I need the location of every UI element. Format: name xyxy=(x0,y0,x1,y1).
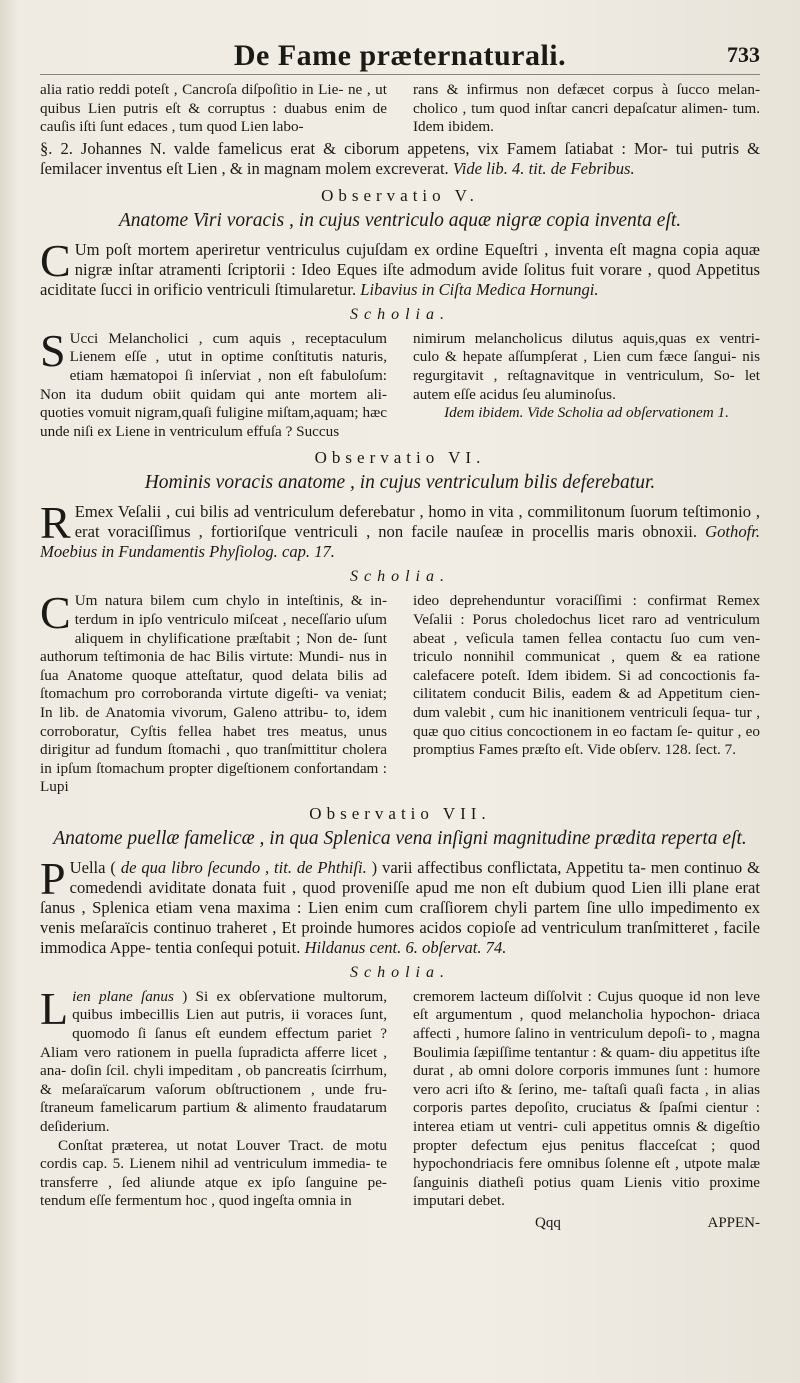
left-column xyxy=(40,587,387,797)
left-column: alia ratio reddi poteſt , Cancroſa diſpoſitio in Lie- ne , ut quibus Lien putris eſt & corruptus : duabus enim de cauſis iſti ſunt edaces , tum quod Lien labo- xyxy=(40,81,387,136)
column-text: Ucci Melancholici , cum aquis , receptaculum Lienem eſſe , utut in optime conſtitutis naturis, etiam hæmatopoi ſi inſerviat , non eſt fabuloſum: Non ita dudum obiit quidam qui ante mortem ali- quoties vomuit nigram,quaſi fuligine miſtam,aquam; hæc unde niſi ex Liene in ventriculum effuſa ? Succus xyxy=(40,329,387,440)
column-paragraph: Conſtat præterea, ut notat Louver Tract. de motu cordis cap. 5. Lienem nihil ad ventriculum immedia- te transferre , ſed aliunde atque ex ipſo ſanguine pe- tendum eſſe fermentum hoc , quod ingeſta omnia in xyxy=(40,1136,387,1210)
section-paragraph xyxy=(40,139,760,179)
left-column xyxy=(40,982,387,1211)
body-start: Uella ( xyxy=(69,857,116,877)
scholia-heading: Scholia. xyxy=(350,963,450,981)
scholia-heading: Scholia. xyxy=(350,568,450,586)
reference: Gothofr. Moebius in Fundamentis Phyſiolog. cap. 17. xyxy=(40,522,760,562)
observation-title: Anatome puellæ famelicæ , in qua Splenica vena inſigni magnitudine prædita reperta eſt. xyxy=(53,827,747,849)
scholia-heading: Scholia. xyxy=(350,305,450,323)
body-text: Emex Veſalii , cui bilis ad ventriculum deferebatur , homo in vita , commilitonum ſuorum teſtimonio , erat voraciſſimus , fortioriſque ventriculi , non facile nauſeæ in procellis maris obnoxii. xyxy=(74,502,760,542)
drop-cap: C xyxy=(40,234,71,286)
drop-cap: S xyxy=(40,324,66,376)
observation-heading: Observatio VI. xyxy=(314,448,486,468)
reference: Idem ibidem. Vide Scholia ad obſervationem 1. xyxy=(444,404,729,422)
observation-body xyxy=(40,852,761,958)
reference: Vide lib. 4. tit. de Febribus. xyxy=(452,158,635,178)
left-column xyxy=(40,324,387,442)
right-column: ideo deprehenduntur voraciſſimi : confirmat Remex Veſalii : Porus choledochus licet raro ad ventriculum abeat , veſicula tamen fellea contactu ſuo cum ven- triculo nonnihil communicat , quem & ea ratione calefacere poteſt. Idem ibidem. Si ad concoctionis fa- cilitatem conducit Bilis, eadem & ad Appetitum cien- dum valebit , cum hic inanitionem ventriculi ſequa- tur , quæ quo citius concoctionem in eo factam ſe- quitur , eo promptius Fames præſto eſt. Vide obſerv. 128. ſect. 7. xyxy=(413,592,760,759)
column-text: nimirum melancholicus dilutus aquis,quas ex ventri- culo & hepate aſſumpſerat , Lien cum fæce ſangui- nis regurgitavit , reſtagnavitque in ventriculum, So- let autem eſſe acidus ſeu aluminoſus. xyxy=(413,329,760,403)
column-text: Um natura bilem cum chylo in inteſtinis, & in- terdum in ipſo ventriculo miſceat , neceſſario uſum aliquem in chylificatione præſtabit ; Non de- ſunt authorum teſtimonia de hac Bilis virtute: Mundi- nus in ſua Anatome quoque atteſtatur, quod delata bilis ad ſtomachum pro corroboranda virtute digeſti- va veniat; In lib. de Anatomia vivorum, Galeno attribu- to, idem corroboratur, Cyſtis fellea habet tres meatus, unus dirigitur ad fundum ſtomachi , quo tranſmittitur cholera in ipſum ſtomachum propter digeſtionem confortandam : Lupi xyxy=(40,592,387,796)
right-column xyxy=(413,330,760,442)
lemma: ien plane ſanus xyxy=(72,987,174,1005)
scholia-columns xyxy=(40,982,760,1211)
drop-cap: R xyxy=(40,497,71,549)
running-title: De Fame præternaturali. xyxy=(233,39,567,72)
catchword: APPEN- xyxy=(707,1215,760,1231)
column-text: ) Si ex obſervatione multorum, quibus imbecillis Lien aut putris, ii voraces ſunt, quomodo ſi ſanus eſt eundem effectum pariet ? Aliam vero rationem in puella ſupradicta afferre licet , ana- doſin ſcil. chyli impeditam , ob pancreatis ſcirrhum, & meſaraïcarum vaſorum obſtructionem , unde fru- ſtraneum famelicarum partium & alimento fraudatarum deſiderium. xyxy=(40,987,387,1136)
observation-heading: Observatio V. xyxy=(321,185,479,205)
column-text: rans & infirmus non defæcet corpus à ſucco melan- cholico , tum quod inſtar cancri depaſcatur alimen- tum. Idem ibidem. xyxy=(413,81,760,136)
observation-title: Hominis voracis anatome , in cujus ventriculum bilis deferebatur. xyxy=(144,472,656,494)
drop-cap: L xyxy=(40,982,69,1034)
right-column: cremorem lacteum diſſolvit : Cujus quoque id non leve eſt argumentum , quod melancholia hypochon- driaca affecti , humore ſalino in ventriculum depoſi- to , magna Boulimia ſæpiſſime tentantur : & quam- diu appetitus iſte durat , ab omni dolore corporis immunes ſunt : humore vero acri iſto & ſerino, me- taſtaſi quaſi facta , in alias corporis partes depoſito, cruciatus & ſpaſmi cientur : interea etiam ut ventri- culi appetitus omnis & digeſtio propter defectum ejus penitus flacceſcat ; quod hypochondriacis fere omnibus ſolenne eſt , utpote malæ ſanguinis diatheſi potius quam Lienis vitio proxime imputari debet. xyxy=(413,987,760,1210)
observation-heading: Observatio VII. xyxy=(309,803,491,823)
page-number: 733 xyxy=(727,42,760,67)
right-column xyxy=(413,81,760,137)
body-text: ) varii affectibus conflictata, Appetitu ta- men continuo & comedendi aviditate donata fuit , quod proveniſſe apud me non eſt dubium quod Lien illi plane erat ſanus , Splenica etiam vena maxima : Lien enim cum craſſiorem chyli partem ſine ullo impedimento ex venis meſaraïcis continuo traheret , Et proinde humores acidos copioſe ad ventriculum tranſmitteret , facile immodica Appe- tentia conſequi potuit. xyxy=(40,857,761,957)
scholia-columns xyxy=(40,587,760,797)
page-header xyxy=(40,38,760,75)
paragraph-text: §. 2. Johannes N. valde famelicus erat & ciborum appetens, vix Famem ſatiabat : Mor- tui putris & ſemilacer inventus eſt Lien , & in magnam molem excreverat. xyxy=(40,138,760,178)
inline-reference: de qua libro ſecundo , tit. de Phthiſi. xyxy=(120,857,367,877)
drop-cap: P xyxy=(40,852,66,904)
observation-body xyxy=(40,234,760,300)
observation-title: Anatome Viri voracis , in cujus ventriculo aquæ nigræ copia inventa eſt. xyxy=(118,209,682,231)
page-footer xyxy=(40,1215,760,1237)
reference: Libavius in Ciſta Medica Hornungi. xyxy=(360,279,599,299)
drop-cap: C xyxy=(40,587,71,639)
observation-body xyxy=(40,497,760,562)
body-text: Um poſt mortem aperiretur ventriculus cujuſdam ex ordine Equeſtri , inventa eſt magna copia aquæ nigræ inſtar atramenti ſcriptorii : Ideo Eques iſte admodum avide ſolitus fuit vorare , quod Appetitus aciditate ſucci in orificio ventriculi ſtimularetur. xyxy=(40,239,760,299)
signature-mark: Qqq xyxy=(535,1215,561,1231)
continuation-columns xyxy=(40,81,760,137)
reference: Hildanus cent. 6. obſervat. 74. xyxy=(304,937,507,957)
scholia-columns xyxy=(40,324,760,442)
